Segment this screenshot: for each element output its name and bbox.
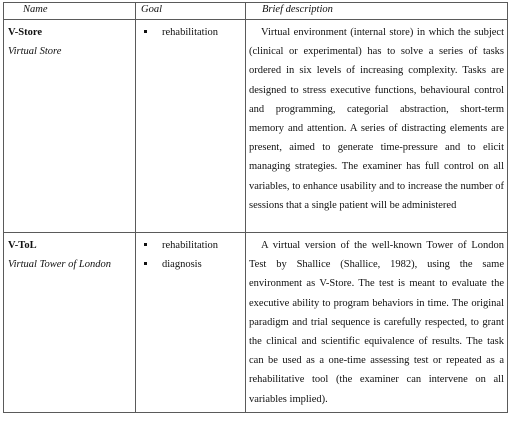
table-row: [4, 20, 508, 233]
table-row: [4, 233, 508, 413]
tool-name: V-ToL: [8, 240, 37, 251]
header-goal: Goal: [136, 3, 246, 20]
goal-label: rehabilitation: [162, 27, 218, 38]
goal-item: [140, 236, 243, 255]
goal-cell: [136, 20, 246, 233]
name-cell: [4, 233, 136, 413]
tool-name: V-Store: [8, 27, 43, 38]
goal-cell: [136, 233, 246, 413]
tool-subtitle: Virtual Store: [8, 46, 62, 57]
header-description: Brief description: [246, 3, 508, 20]
bullet-icon: [144, 262, 147, 265]
tool-subtitle: Virtual Tower of London: [8, 259, 111, 270]
name-cell: [4, 20, 136, 233]
goal-item: [140, 23, 243, 42]
description-cell: A virtual version of the well-known Tower of London Test by Shallice (Shallice, 1982), using the same environment as V-Store. The test is meant to evaluate the executive ability to program behaviors in time. The original paradigm and trial sequence is carefully respected, to grant the clinical and scientific equivalence of results. The task can be used as a one-time assessing test or repeated as a rehabilitative tool (the examiner can intervene on all variables implied).: [246, 233, 508, 413]
header-row: [4, 3, 508, 20]
description-cell: Virtual environment (internal store) in which the subject (clinical or experimental) has to solve a series of tasks ordered in six levels of increasing complexity. Tasks are designed to stress executive functions, behavioural control and programming, categorial abstraction, short-term memory and attention. A series of distracting elements are present, aimed to generate time-pressure and to elicit managing strategies. The examiner has full control on all variables, to enhance usability and to increase the number of sessions that a single patient will be administered: [246, 20, 508, 233]
goal-item: [140, 255, 243, 274]
header-name: Name: [4, 3, 136, 20]
description-table: [3, 2, 508, 413]
bullet-icon: [144, 243, 147, 246]
goal-label: rehabilitation: [162, 240, 218, 251]
goal-label: diagnosis: [162, 259, 202, 270]
bullet-icon: [144, 30, 147, 33]
